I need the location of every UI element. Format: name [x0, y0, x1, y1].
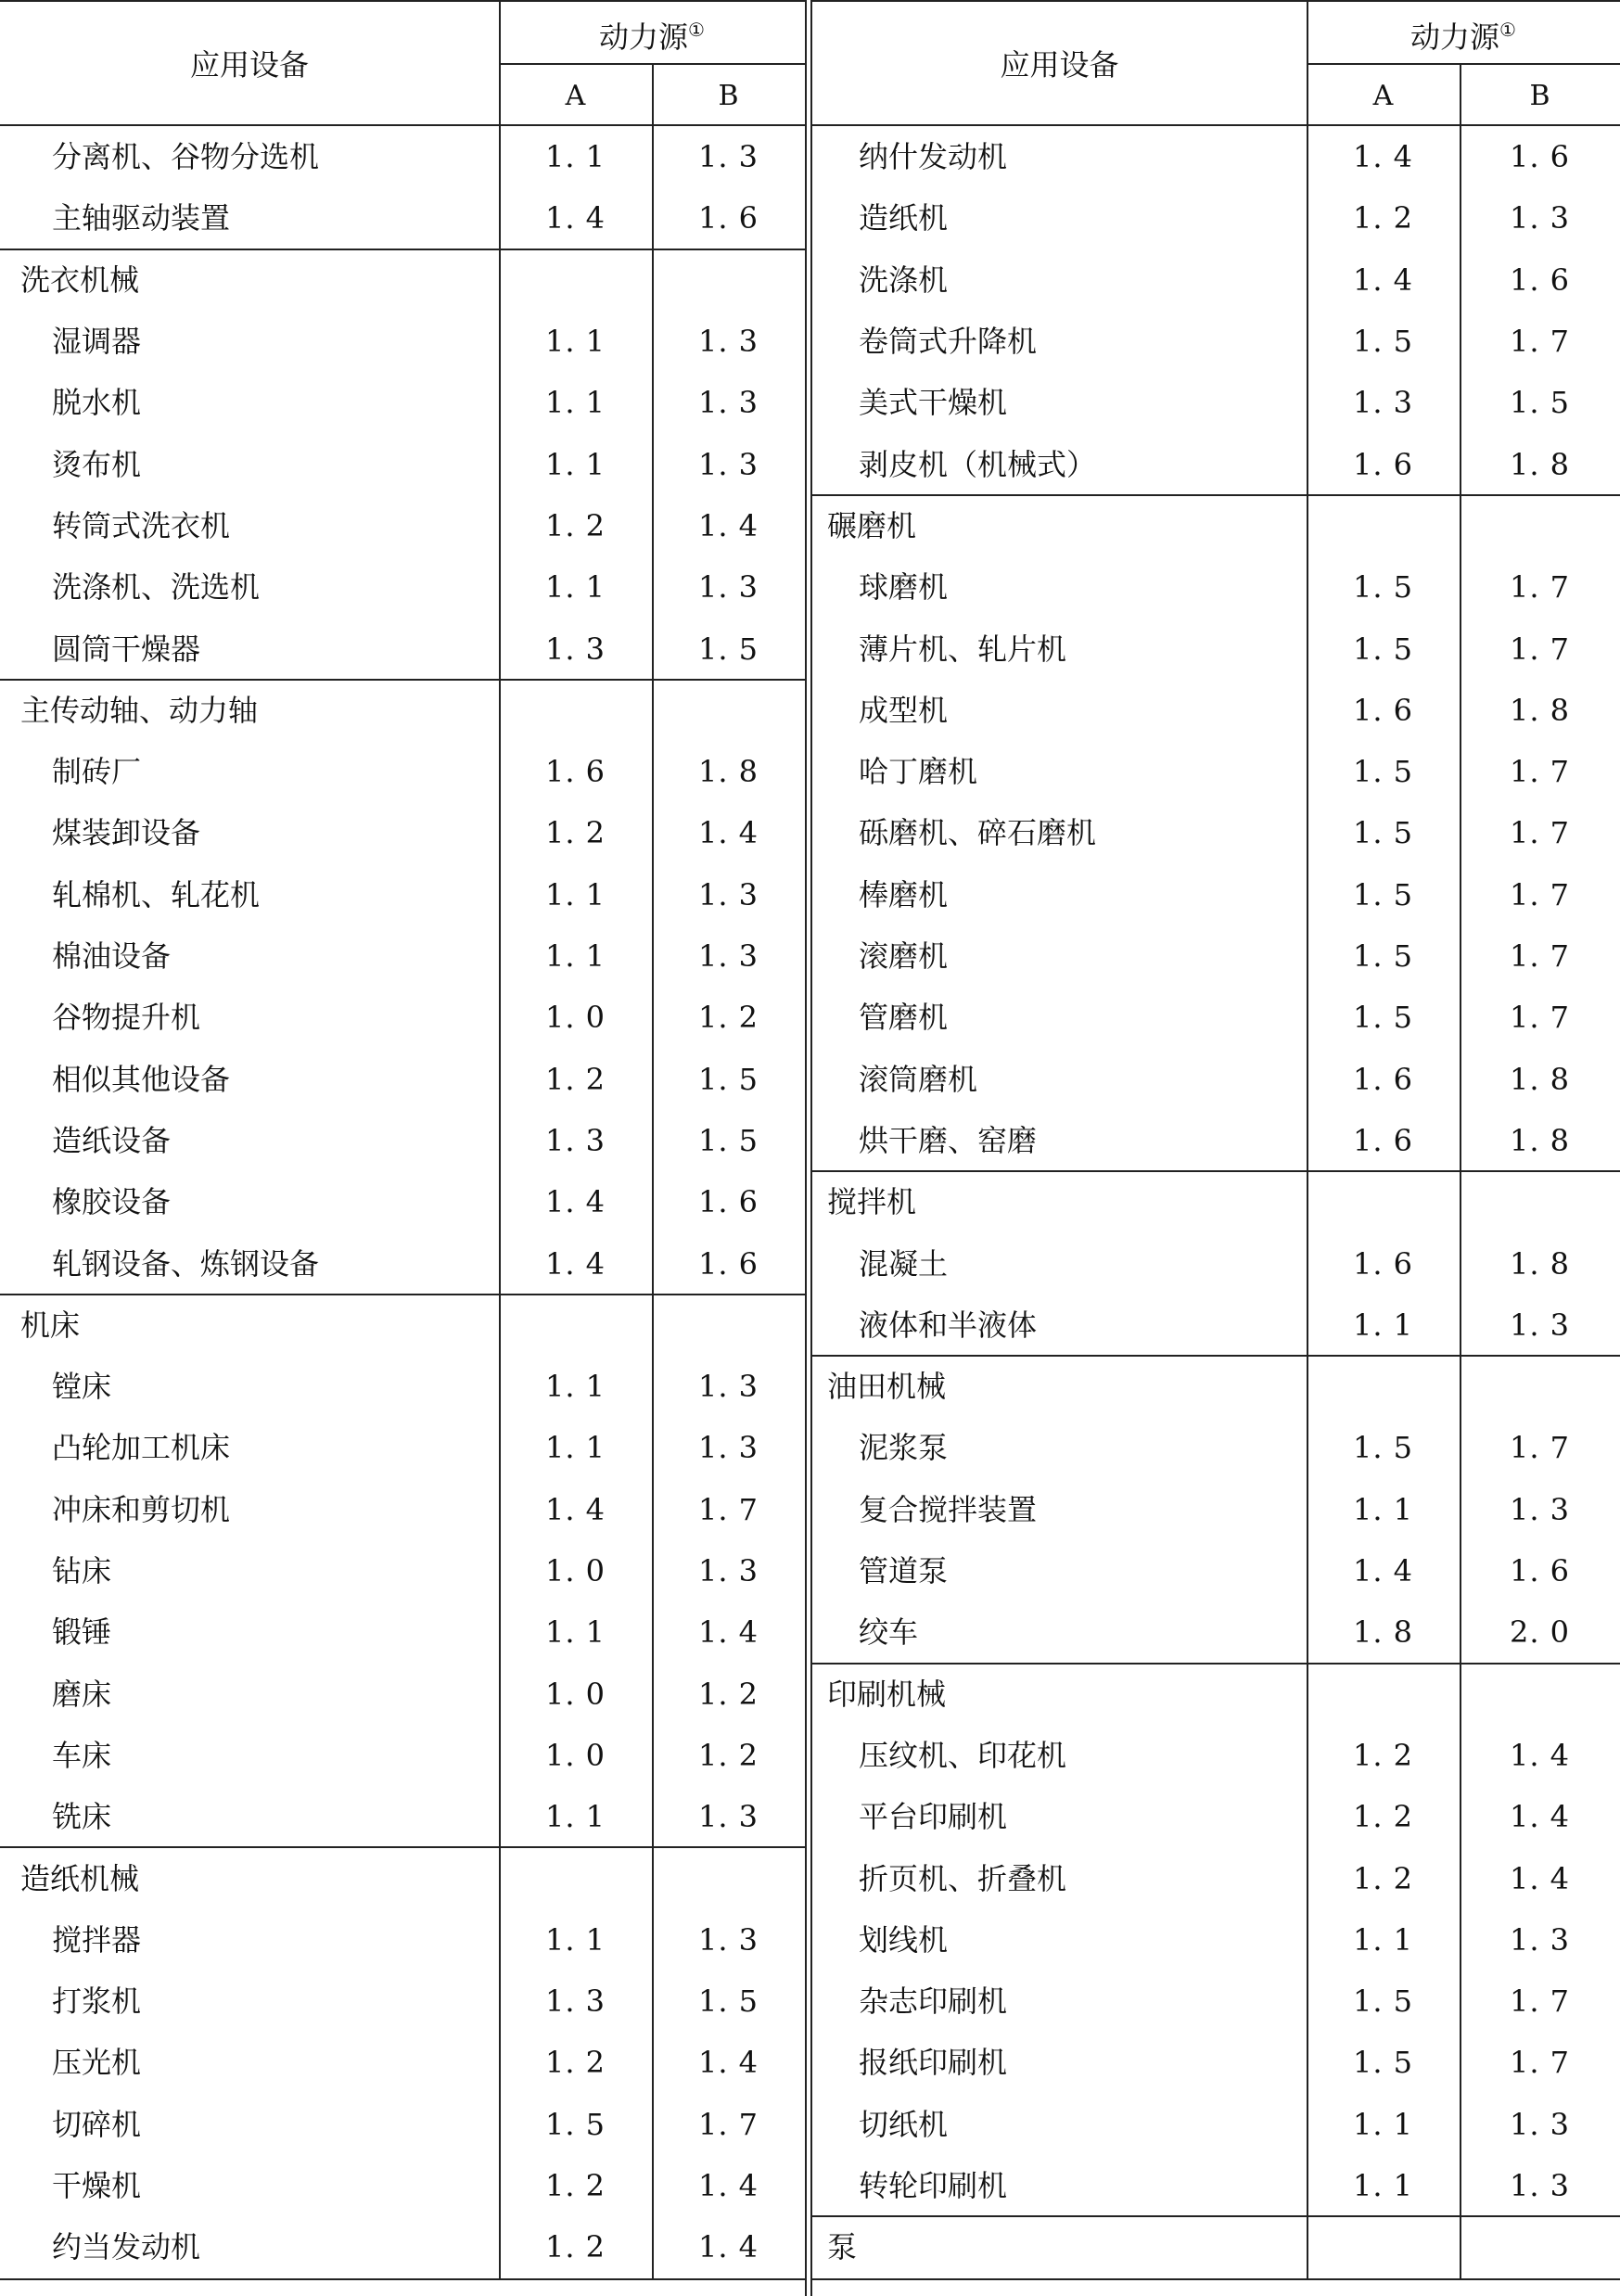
equipment-name: 锻锤 — [52, 1614, 112, 1651]
equipment-name: 烘干磨、窑磨 — [859, 1122, 1038, 1158]
factor-a: 1. 1 — [544, 1614, 606, 1651]
factor-b: 1. 7 — [1509, 815, 1571, 851]
equipment-name: 复合搅拌装置 — [859, 1491, 1038, 1527]
factor-b: 1. 3 — [1509, 2106, 1571, 2142]
factor-a: 1. 1 — [1352, 2106, 1414, 2142]
equipment-name: 分离机、谷物分选机 — [52, 139, 320, 175]
factor-b: 1. 7 — [1509, 1000, 1571, 1036]
factor-a: 1. 2 — [1352, 1799, 1414, 1835]
factor-b: 1. 7 — [697, 2106, 759, 2142]
equipment-name: 平台印刷机 — [859, 1799, 1008, 1835]
factor-b: 1. 4 — [697, 1614, 759, 1651]
col-b-header: B — [1529, 80, 1550, 112]
equipment-name: 薄片机、轧片机 — [859, 631, 1067, 667]
factor-a: 1. 1 — [544, 1921, 606, 1958]
equipment-name: 管磨机 — [859, 1000, 949, 1036]
factor-b: 1. 8 — [697, 754, 759, 790]
factor-a: 1. 5 — [1352, 1000, 1414, 1036]
group-separator — [0, 1846, 805, 1848]
group-separator — [812, 2215, 1620, 2217]
factor-a: 1. 6 — [1352, 1061, 1414, 1097]
equipment-name: 磨床 — [52, 1676, 112, 1712]
group-heading: 主传动轴、动力轴 — [20, 692, 259, 728]
equipment-name: 转筒式洗衣机 — [52, 507, 231, 543]
equipment-name: 滚磨机 — [859, 938, 949, 975]
equipment-name: 圆筒干燥器 — [52, 631, 201, 667]
factor-a: 1. 6 — [1352, 446, 1414, 482]
right-table — [812, 0, 1620, 2296]
factor-b: 1. 8 — [1509, 1122, 1571, 1158]
factor-b: 1. 3 — [697, 139, 759, 175]
equipment-name: 卷筒式升降机 — [859, 324, 1038, 360]
factor-b: 1. 4 — [697, 2229, 759, 2265]
factor-a: 1. 2 — [1352, 1737, 1414, 1773]
footnote-marker: ① — [688, 19, 705, 41]
factor-a: 1. 5 — [1352, 938, 1414, 975]
factor-a: 1. 4 — [544, 1491, 606, 1527]
factor-a: 1. 3 — [544, 631, 606, 667]
factor-b: 1. 7 — [1509, 1983, 1571, 2020]
factor-a: 1. 1 — [544, 569, 606, 606]
factor-a: 1. 5 — [1352, 2045, 1414, 2081]
factor-a: 1. 1 — [544, 139, 606, 175]
equipment-name: 美式干燥机 — [859, 385, 1008, 421]
factor-a: 1. 3 — [544, 1983, 606, 2020]
power-source-header — [1307, 19, 1620, 55]
factor-b: 1. 7 — [1509, 1430, 1571, 1466]
factor-a: 1. 1 — [544, 1799, 606, 1835]
factor-b: 1. 4 — [697, 2168, 759, 2204]
equipment-name: 纳什发动机 — [859, 139, 1008, 175]
factor-b: 1. 3 — [697, 938, 759, 975]
factor-b: 1. 6 — [697, 200, 759, 236]
group-heading: 泵 — [827, 2229, 858, 2265]
table-top-border — [0, 0, 805, 2]
factor-a: 1. 4 — [544, 1184, 606, 1220]
factor-b: 1. 7 — [1509, 938, 1571, 975]
factor-b: 1. 7 — [1509, 569, 1571, 606]
equipment-name: 凸轮加工机床 — [52, 1430, 231, 1466]
factor-b: 1. 6 — [1509, 261, 1571, 298]
factor-b: 1. 7 — [1509, 2045, 1571, 2081]
factor-b: 1. 3 — [697, 1921, 759, 1958]
equipment-name: 棒磨机 — [859, 876, 949, 912]
factor-b: 1. 2 — [697, 1676, 759, 1712]
equipment-name: 烫布机 — [52, 446, 142, 482]
power-source-label: 动力源 — [599, 19, 689, 55]
factor-a: 1. 5 — [1352, 754, 1414, 790]
factor-b: 1. 3 — [697, 1553, 759, 1589]
factor-a: 1. 1 — [1352, 2168, 1414, 2204]
factor-b: 1. 3 — [697, 385, 759, 421]
factor-b: 1. 8 — [1509, 692, 1571, 728]
equipment-name: 车床 — [52, 1737, 112, 1773]
power-source-header — [499, 19, 805, 55]
factor-b: 1. 3 — [697, 1799, 759, 1835]
factor-a: 1. 0 — [544, 1553, 606, 1589]
group-separator — [812, 1170, 1620, 1172]
factor-a: 1. 6 — [1352, 1245, 1414, 1282]
factor-a: 1. 6 — [1352, 692, 1414, 728]
factor-b: 1. 7 — [697, 1491, 759, 1527]
factor-b: 1. 2 — [697, 1000, 759, 1036]
factor-b: 1. 4 — [697, 815, 759, 851]
equipment-name: 泥浆泵 — [859, 1430, 949, 1466]
table-bottom-border — [812, 2278, 1620, 2280]
factor-a: 1. 1 — [544, 1369, 606, 1405]
factor-b: 1. 4 — [1509, 1860, 1571, 1896]
group-heading: 搅拌机 — [827, 1184, 917, 1220]
table-bottom-border — [0, 2278, 805, 2280]
left-table — [0, 0, 805, 2296]
factor-b: 1. 3 — [697, 1369, 759, 1405]
factor-b: 1. 3 — [1509, 200, 1571, 236]
equipment-name: 砾磨机、碎石磨机 — [859, 815, 1097, 851]
equipment-name: 滚筒磨机 — [859, 1061, 978, 1097]
factor-b: 1. 7 — [1509, 631, 1571, 667]
factor-a: 1. 0 — [544, 1737, 606, 1773]
group-heading: 洗衣机械 — [20, 261, 140, 298]
factor-b: 1. 5 — [697, 1122, 759, 1158]
factor-b: 1. 6 — [697, 1245, 759, 1282]
factor-b: 1. 6 — [697, 1184, 759, 1220]
equipment-name: 洗涤机 — [859, 261, 949, 298]
group-heading: 造纸机械 — [20, 1860, 140, 1896]
equipment-name: 转轮印刷机 — [859, 2168, 1008, 2204]
equipment-name: 压光机 — [52, 2045, 142, 2081]
equipment-name: 打浆机 — [52, 1983, 142, 2020]
equipment-name: 成型机 — [859, 692, 949, 728]
factor-b: 1. 8 — [1509, 1245, 1571, 1282]
equipment-name: 谷物提升机 — [52, 1000, 201, 1036]
equipment-name: 轧钢设备、炼钢设备 — [52, 1245, 320, 1282]
equipment-name: 约当发动机 — [52, 2229, 201, 2265]
equipment-name: 管道泵 — [859, 1553, 949, 1589]
factor-b: 2. 0 — [1509, 1614, 1571, 1651]
factor-b: 1. 4 — [1509, 1799, 1571, 1835]
factor-a: 1. 5 — [1352, 815, 1414, 851]
factor-a: 1. 1 — [1352, 1307, 1414, 1343]
factor-a: 1. 5 — [1352, 324, 1414, 360]
factor-b: 1. 8 — [1509, 1061, 1571, 1097]
factor-a: 1. 4 — [1352, 139, 1414, 175]
equipment-name: 剥皮机（机械式） — [859, 446, 1097, 482]
equipment-name: 杂志印刷机 — [859, 1983, 1008, 2020]
equipment-name: 造纸机 — [859, 200, 949, 236]
factor-a: 1. 2 — [544, 1061, 606, 1097]
equipment-name: 主轴驱动装置 — [52, 200, 231, 236]
equipment-name: 湿调器 — [52, 324, 142, 360]
factor-b: 1. 7 — [1509, 754, 1571, 790]
factor-b: 1. 3 — [1509, 1921, 1571, 1958]
power-source-underline — [1307, 63, 1620, 65]
equipment-header: 应用设备 — [1000, 47, 1119, 83]
factor-a: 1. 0 — [544, 1676, 606, 1712]
factor-b: 1. 6 — [1509, 1553, 1571, 1589]
factor-a: 1. 1 — [544, 1430, 606, 1466]
equipment-name: 洗涤机、洗选机 — [52, 569, 261, 606]
equipment-name: 压纹机、印花机 — [859, 1737, 1067, 1773]
group-separator — [812, 1663, 1620, 1665]
equipment-name: 橡胶设备 — [52, 1184, 172, 1220]
col-a-header: A — [1372, 80, 1394, 112]
factor-b: 1. 4 — [1509, 1737, 1571, 1773]
equipment-name: 镗床 — [52, 1369, 112, 1405]
equipment-name: 哈丁磨机 — [859, 754, 978, 790]
equipment-name: 干燥机 — [52, 2168, 142, 2204]
equipment-header: 应用设备 — [189, 47, 309, 83]
group-heading: 油田机械 — [827, 1369, 947, 1405]
factor-a: 1. 2 — [544, 2229, 606, 2265]
factor-a: 1. 4 — [1352, 1553, 1414, 1589]
factor-a: 1. 2 — [544, 815, 606, 851]
factor-b: 1. 5 — [697, 1061, 759, 1097]
header-bottom-border — [0, 124, 805, 126]
equipment-name: 相似其他设备 — [52, 1061, 231, 1097]
equipment-name: 液体和半液体 — [859, 1307, 1038, 1343]
factor-a: 1. 1 — [544, 446, 606, 482]
factor-a: 1. 5 — [1352, 1430, 1414, 1466]
factor-b: 1. 3 — [697, 324, 759, 360]
factor-b: 1. 5 — [697, 1983, 759, 2020]
group-heading: 印刷机械 — [827, 1676, 947, 1712]
equipment-name: 搅拌器 — [52, 1921, 142, 1958]
col-b-header: B — [718, 80, 739, 112]
factor-a: 1. 5 — [1352, 876, 1414, 912]
factor-a: 1. 1 — [1352, 1921, 1414, 1958]
group-separator — [0, 249, 805, 250]
equipment-name: 球磨机 — [859, 569, 949, 606]
factor-a: 1. 1 — [1352, 1491, 1414, 1527]
factor-b: 1. 3 — [697, 446, 759, 482]
table-top-border — [812, 0, 1620, 2]
factor-b: 1. 4 — [697, 507, 759, 543]
factor-b: 1. 5 — [697, 631, 759, 667]
group-separator — [812, 1355, 1620, 1357]
equipment-name: 制砖厂 — [52, 754, 142, 790]
factor-a: 1. 2 — [1352, 200, 1414, 236]
factor-a: 1. 3 — [544, 1122, 606, 1158]
footnote-marker: ① — [1499, 19, 1516, 41]
header-bottom-border — [812, 124, 1620, 126]
equipment-name: 轧棉机、轧花机 — [52, 876, 261, 912]
group-separator — [812, 494, 1620, 496]
factor-a: 1. 1 — [544, 876, 606, 912]
col-a-header: A — [565, 80, 586, 112]
factor-a: 1. 4 — [1352, 261, 1414, 298]
equipment-name: 绞车 — [859, 1614, 919, 1651]
equipment-name: 切纸机 — [859, 2106, 949, 2142]
equipment-name: 冲床和剪切机 — [52, 1491, 231, 1527]
factor-b: 1. 4 — [697, 2045, 759, 2081]
group-heading: 碾磨机 — [827, 507, 917, 543]
factor-a: 1. 6 — [1352, 1122, 1414, 1158]
equipment-name: 混凝土 — [859, 1245, 949, 1282]
factor-a: 1. 2 — [1352, 1860, 1414, 1896]
factor-a: 1. 5 — [1352, 631, 1414, 667]
equipment-name: 煤装卸设备 — [52, 815, 201, 851]
factor-a: 1. 4 — [544, 1245, 606, 1282]
equipment-name: 造纸设备 — [52, 1122, 172, 1158]
equipment-name: 报纸印刷机 — [859, 2045, 1008, 2081]
factor-a: 1. 1 — [544, 938, 606, 975]
factor-a: 1. 0 — [544, 1000, 606, 1036]
equipment-name: 脱水机 — [52, 385, 142, 421]
factor-a: 1. 2 — [544, 2045, 606, 2081]
factor-b: 1. 5 — [1509, 385, 1571, 421]
equipment-name: 折页机、折叠机 — [859, 1860, 1067, 1896]
factor-a: 1. 1 — [544, 385, 606, 421]
equipment-name: 钻床 — [52, 1553, 112, 1589]
factor-b: 1. 7 — [1509, 324, 1571, 360]
factor-a: 1. 1 — [544, 324, 606, 360]
factor-b: 1. 3 — [697, 876, 759, 912]
factor-a: 1. 6 — [544, 754, 606, 790]
factor-b: 1. 3 — [1509, 1491, 1571, 1527]
factor-a: 1. 5 — [1352, 1983, 1414, 2020]
factor-a: 1. 4 — [544, 200, 606, 236]
group-separator — [0, 1294, 805, 1295]
factor-b: 1. 3 — [697, 1430, 759, 1466]
equipment-name: 划线机 — [859, 1921, 949, 1958]
equipment-name: 铣床 — [52, 1799, 112, 1835]
power-source-label: 动力源 — [1410, 19, 1500, 55]
factor-a: 1. 2 — [544, 507, 606, 543]
factor-b: 1. 3 — [697, 569, 759, 606]
factor-a: 1. 3 — [1352, 385, 1414, 421]
factor-a: 1. 2 — [544, 2168, 606, 2204]
factor-a: 1. 5 — [1352, 569, 1414, 606]
factor-b: 1. 3 — [1509, 1307, 1571, 1343]
factor-b: 1. 8 — [1509, 446, 1571, 482]
equipment-name: 切碎机 — [52, 2106, 142, 2142]
column-divider-left — [805, 0, 807, 2296]
factor-a: 1. 5 — [544, 2106, 606, 2142]
factor-b: 1. 7 — [1509, 876, 1571, 912]
factor-b: 1. 2 — [697, 1737, 759, 1773]
factor-b: 1. 3 — [1509, 2168, 1571, 2204]
equipment-name: 棉油设备 — [52, 938, 172, 975]
factor-a: 1. 8 — [1352, 1614, 1414, 1651]
factor-b: 1. 6 — [1509, 139, 1571, 175]
group-heading: 机床 — [20, 1307, 81, 1343]
group-separator — [0, 679, 805, 681]
